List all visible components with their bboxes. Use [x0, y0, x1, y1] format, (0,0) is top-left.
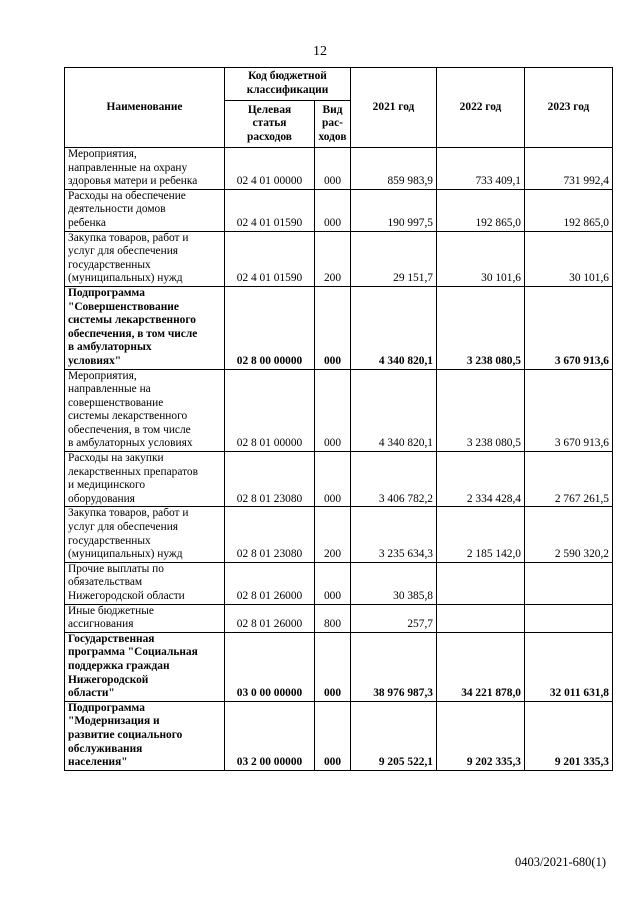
cell-y2021: 30 385,8 — [351, 562, 437, 604]
cell-y2021: 257,7 — [351, 604, 437, 632]
cell-y2022: 3 238 080,5 — [437, 286, 525, 369]
cell-code: 02 4 01 00000 — [225, 148, 315, 190]
table-row — [65, 507, 613, 562]
header-2022: 2022 год — [437, 68, 525, 148]
cell-code: 02 8 00 00000 — [225, 286, 315, 369]
cell-y2022: 30 101,6 — [437, 231, 525, 286]
cell-y2021: 4 340 820,1 — [351, 286, 437, 369]
cell-y2022: 2 185 142,0 — [437, 507, 525, 562]
cell-code: 02 8 01 23080 — [225, 452, 315, 507]
document-reference: 0403/2021-680(1) — [515, 855, 606, 869]
cell-y2023: 731 992,4 — [525, 148, 613, 190]
cell-name: Мероприятия, направленные на охрану здоровья матери и ребенка — [65, 148, 225, 190]
page-number: 12 — [313, 44, 327, 59]
table-row — [65, 231, 613, 286]
cell-y2021: 190 997,5 — [351, 189, 437, 231]
cell-y2023: 3 670 913,6 — [525, 369, 613, 452]
cell-name: Иные бюджетные ассигнования — [65, 604, 225, 632]
cell-name: Расходы на обеспечение деятельности домов ребенка — [65, 189, 225, 231]
cell-y2021: 3 235 634,3 — [351, 507, 437, 562]
cell-y2023: 2 590 320,2 — [525, 507, 613, 562]
cell-y2023: 32 011 631,8 — [525, 632, 613, 701]
cell-type: 200 — [315, 231, 351, 286]
table-row — [65, 562, 613, 604]
header-2021: 2021 год — [351, 68, 437, 148]
cell-y2021: 29 151,7 — [351, 231, 437, 286]
cell-code: 03 2 00 00000 — [225, 701, 315, 770]
cell-name: Прочие выплаты по обязательствам Нижегородской области — [65, 562, 225, 604]
cell-y2023 — [525, 604, 613, 632]
cell-y2022 — [437, 604, 525, 632]
table-row — [65, 189, 613, 231]
cell-y2023: 192 865,0 — [525, 189, 613, 231]
cell-code: 02 8 01 26000 — [225, 604, 315, 632]
cell-y2022: 9 202 335,3 — [437, 701, 525, 770]
cell-type: 800 — [315, 604, 351, 632]
cell-y2023: 9 201 335,3 — [525, 701, 613, 770]
cell-type: 000 — [315, 452, 351, 507]
table-row — [65, 604, 613, 632]
cell-y2021: 859 983,9 — [351, 148, 437, 190]
cell-code: 02 8 01 26000 — [225, 562, 315, 604]
cell-type: 000 — [315, 701, 351, 770]
cell-name: Мероприятия, направленные на совершенствование системы лекарственного обеспечения, в том числе в амбулаторных условиях — [65, 369, 225, 452]
table-row — [65, 369, 613, 452]
header-target-article: Целевая статья расходов — [225, 101, 315, 148]
cell-y2023: 3 670 913,6 — [525, 286, 613, 369]
cell-type: 000 — [315, 562, 351, 604]
cell-y2022: 192 865,0 — [437, 189, 525, 231]
cell-type: 000 — [315, 632, 351, 701]
table-row — [65, 452, 613, 507]
table-row — [65, 148, 613, 190]
cell-code: 02 4 01 01590 — [225, 189, 315, 231]
cell-code: 02 8 01 00000 — [225, 369, 315, 452]
cell-y2023: 2 767 261,5 — [525, 452, 613, 507]
header-budget-code: Код бюджетной классификации — [225, 68, 351, 101]
cell-y2022: 3 238 080,5 — [437, 369, 525, 452]
cell-y2022: 733 409,1 — [437, 148, 525, 190]
cell-name: Подпрограмма "Совершенствование системы лекарственного обеспечения, в том числе в амбулаторных условиях" — [65, 286, 225, 369]
cell-name: Закупка товаров, работ и услуг для обеспечения государственных (муниципальных) нужд — [65, 231, 225, 286]
cell-code: 03 0 00 00000 — [225, 632, 315, 701]
cell-type: 000 — [315, 148, 351, 190]
cell-name: Подпрограмма "Модернизация и развитие социального обслуживания населения" — [65, 701, 225, 770]
table-row — [65, 632, 613, 701]
table-row — [65, 701, 613, 770]
cell-y2021: 4 340 820,1 — [351, 369, 437, 452]
cell-y2021: 3 406 782,2 — [351, 452, 437, 507]
cell-y2023 — [525, 562, 613, 604]
cell-type: 000 — [315, 189, 351, 231]
cell-name: Расходы на закупки лекарственных препаратов и медицинского оборудования — [65, 452, 225, 507]
cell-name: Государственная программа "Социальная поддержка граждан Нижегородской области" — [65, 632, 225, 701]
cell-y2021: 38 976 987,3 — [351, 632, 437, 701]
table-row — [65, 286, 613, 369]
cell-y2021: 9 205 522,1 — [351, 701, 437, 770]
header-expense-type: Вид рас- ходов — [315, 101, 351, 148]
cell-y2022 — [437, 562, 525, 604]
table-body — [65, 148, 613, 771]
cell-name: Закупка товаров, работ и услуг для обеспечения государственных (муниципальных) нужд — [65, 507, 225, 562]
cell-y2022: 2 334 428,4 — [437, 452, 525, 507]
cell-type: 000 — [315, 369, 351, 452]
cell-code: 02 4 01 01590 — [225, 231, 315, 286]
cell-y2023: 30 101,6 — [525, 231, 613, 286]
budget-table — [64, 67, 613, 771]
cell-code: 02 8 01 23080 — [225, 507, 315, 562]
cell-type: 200 — [315, 507, 351, 562]
cell-y2022: 34 221 878,0 — [437, 632, 525, 701]
header-2023: 2023 год — [525, 68, 613, 148]
header-name: Наименование — [65, 68, 225, 148]
cell-type: 000 — [315, 286, 351, 369]
